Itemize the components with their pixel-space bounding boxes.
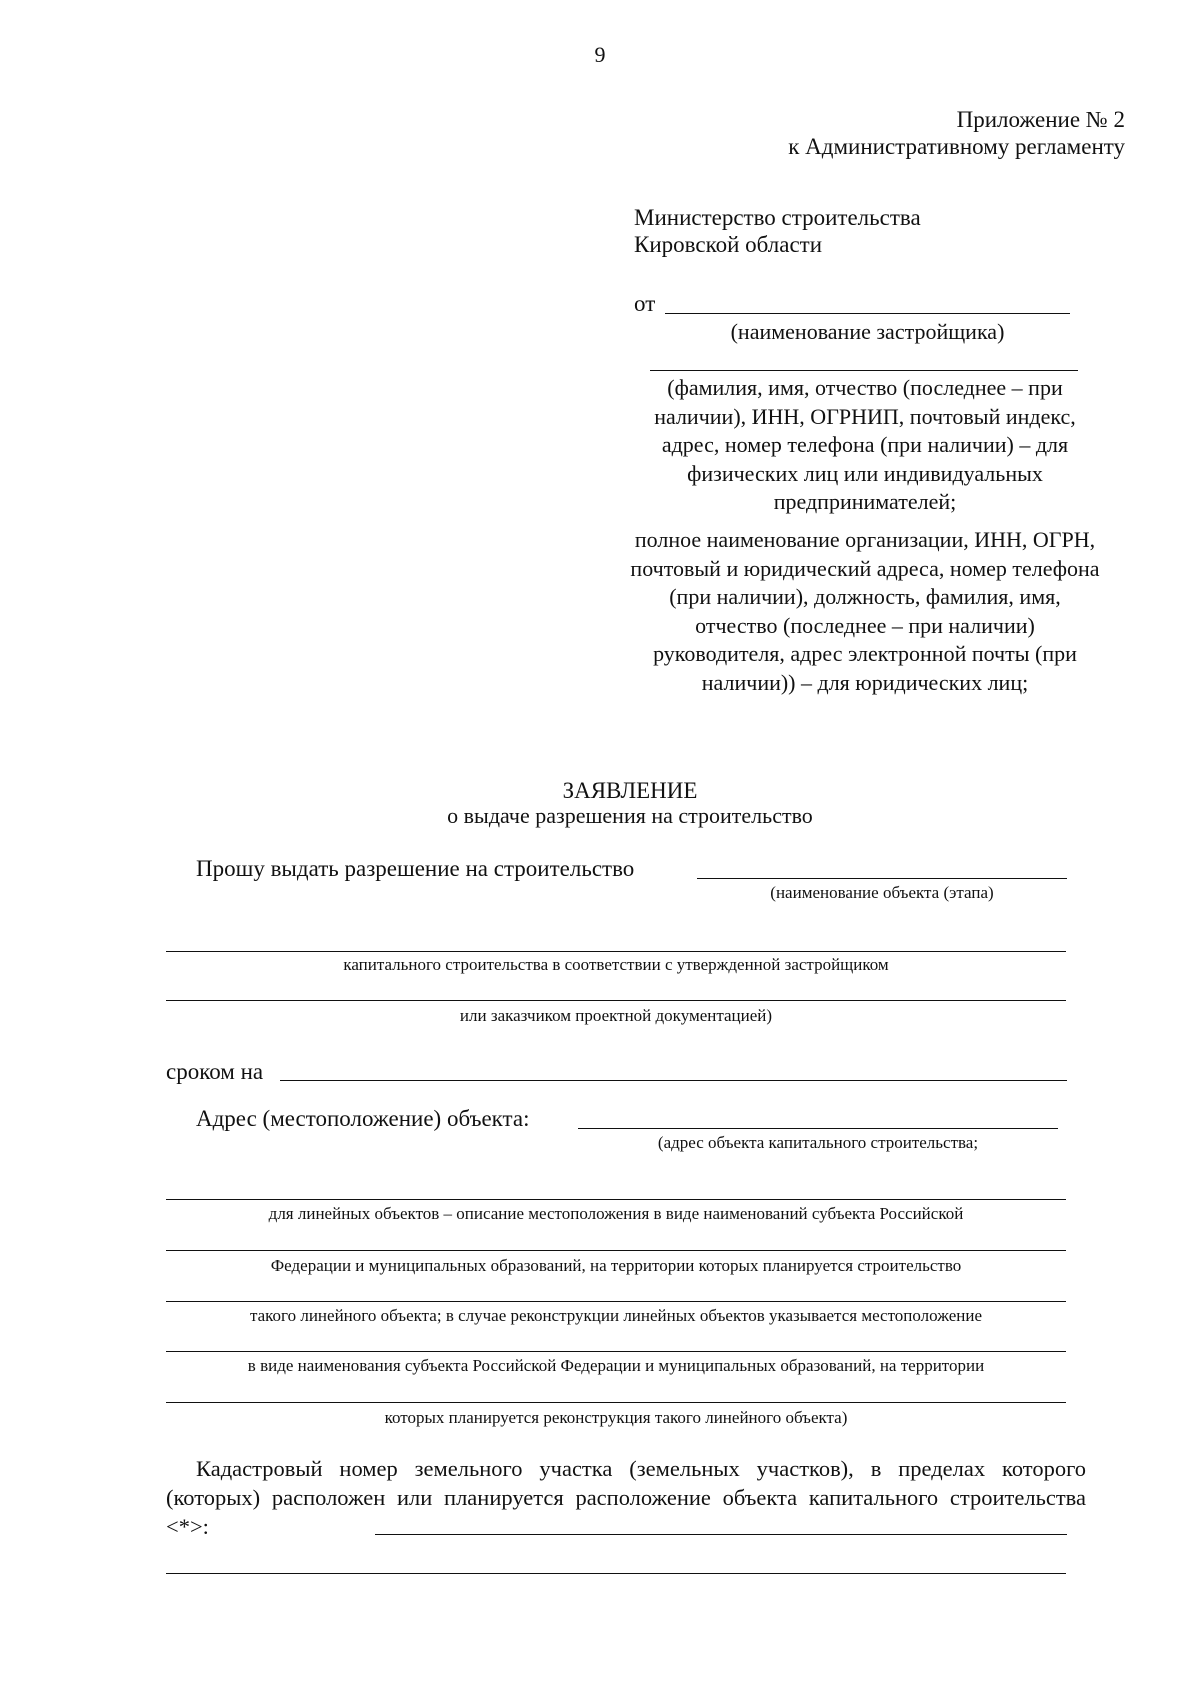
address-caption-1: (адрес объекта капитального строительства; — [657, 1133, 979, 1152]
address-line-2 — [166, 1199, 1066, 1200]
developer-name-line — [665, 313, 1070, 314]
address-line-6 — [166, 1402, 1066, 1403]
appendix-regulation: к Административному регламенту — [788, 134, 1125, 159]
address-line — [578, 1128, 1058, 1129]
recipient-line1: Министерство строительства — [634, 205, 921, 230]
object-name-line — [697, 878, 1067, 879]
from-label: от — [634, 291, 656, 316]
object-name-caption-3: или заказчиком проектной документацией) — [459, 1006, 773, 1025]
document-title: ЗАЯВЛЕНИЕ — [562, 778, 698, 803]
term-line — [280, 1080, 1067, 1081]
applicant-details-line — [650, 370, 1078, 371]
object-name-caption-2: капитального строительства в соответствии с утвержденной застройщиком — [343, 955, 889, 974]
address-caption-6: которых планируется реконструкция такого линейного объекта) — [384, 1408, 848, 1427]
address-label: Адрес (местоположение) объекта: — [196, 1106, 530, 1131]
developer-name-caption: (наименование застройщика) — [730, 319, 1005, 344]
address-line-5 — [166, 1351, 1066, 1352]
address-line-4 — [166, 1301, 1066, 1302]
cadastral-line-2 — [166, 1573, 1066, 1574]
object-name-line-3 — [166, 1000, 1066, 1001]
applicant-note-physical: (фамилия, имя, отчество (последнее – при наличии), ИНН, ОГРНИП, почтовый индекс, адрес, номер телефона (при наличии) – для физических лиц или индивидуальных предпринимателей; — [654, 375, 1076, 514]
term-label: сроком на — [166, 1059, 264, 1084]
document-subtitle: о выдаче разрешения на строительство — [447, 803, 813, 828]
address-caption-5: в виде наименования субъекта Российской Федерации и муниципальных образований, на территории — [247, 1356, 985, 1375]
appendix-number: Приложение № 2 — [956, 107, 1125, 132]
object-name-caption: (наименование объекта (этапа) — [770, 883, 994, 902]
object-name-line-2 — [166, 951, 1066, 952]
recipient-line2: Кировской области — [634, 232, 823, 257]
address-caption-3: Федерации и муниципальных образований, на территории которых планируется строительство — [270, 1256, 962, 1275]
page-number: 9 — [594, 42, 606, 67]
address-caption-2: для линейных объектов – описание местоположения в виде наименований субъекта Российской — [268, 1204, 964, 1223]
applicant-note-legal: полное наименование организации, ИНН, ОГРН, почтовый и юридический адреса, номер телефона (при наличии), должность, фамилия, имя, отчество (последнее – при наличии) руководителя, адрес электронной почты (при наличии)) – для юридических лиц; — [630, 527, 1100, 695]
cadastral-text: Кадастровый номер земельного участка (земельных участков), в пределах которого (которых) расположен или планируется расположение объекта капитального строительства <*>: — [166, 1456, 1086, 1539]
address-caption-4: такого линейного объекта; в случае реконструкции линейных объектов указывается местоположение — [249, 1306, 983, 1325]
address-line-3 — [166, 1250, 1066, 1251]
cadastral-line-1 — [375, 1534, 1067, 1535]
request-label: Прошу выдать разрешение на строительство — [196, 856, 635, 881]
